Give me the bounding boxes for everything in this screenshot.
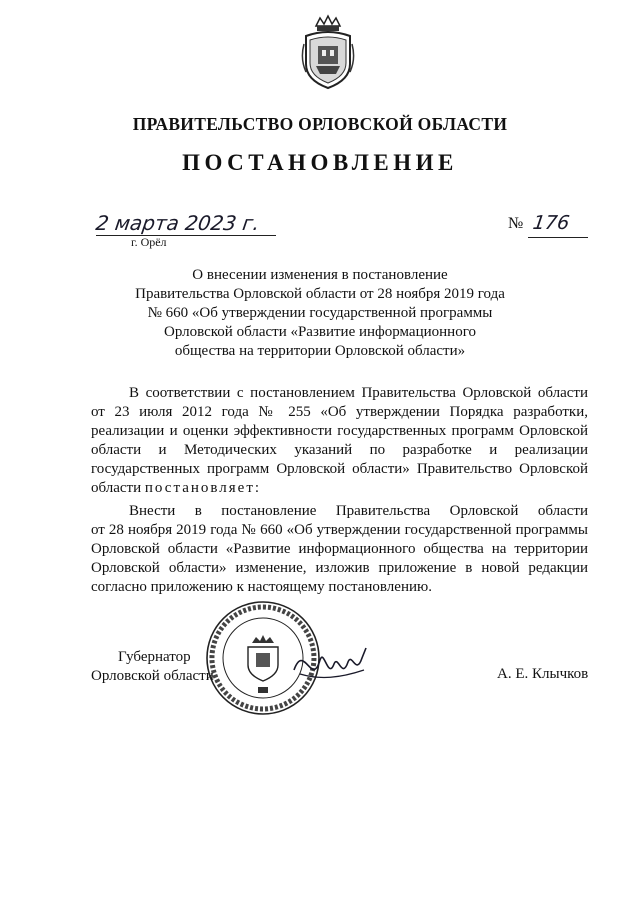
subject-line: Орловской области «Развитие информационного [164, 324, 476, 340]
resolves-word: постановляет: [144, 480, 262, 496]
paragraph-line: Внести в постановление Правительства Орловской области [129, 503, 588, 519]
subject-line: общества на территории Орловской области» [174, 343, 466, 359]
number-underline [528, 237, 588, 238]
preamble-paragraph [91, 384, 588, 498]
paragraph-line: согласно приложению к настоящему постановлению. [91, 579, 432, 595]
paragraph-line: Орловской области «Развитие информационного общества на территории [91, 541, 588, 557]
subject-line: № 660 «Об утверждении государственной программы [147, 305, 493, 321]
document-subject [0, 266, 640, 361]
paragraph-line: от 28 ноября 2019 года № 660 «Об утверждении государственной программы [91, 522, 588, 538]
subject-line: Правительства Орловской области от 28 ноября 2019 года [135, 286, 505, 302]
paragraph-line: реализации и оценки эффективности государственных программ Орловской [91, 423, 588, 439]
paragraph-text: области [91, 480, 145, 496]
governor-signature [290, 640, 370, 690]
signatory-region: Орловской области [91, 668, 214, 684]
paragraph-line: государственных программ Орловской области» Правительство Орловской [91, 461, 588, 477]
signatory-name: А. Е. Клычков [497, 666, 589, 682]
signatory-title: Губернатор [118, 649, 191, 665]
resolution-paragraph [91, 502, 588, 597]
document-type: ПОСТАНОВЛЕНИЕ [182, 150, 458, 175]
paragraph-line [91, 479, 588, 498]
date-underline [96, 235, 276, 236]
subject-line: О внесении изменения в постановление [192, 267, 448, 283]
date-handwritten: 2 марта 2023 г. [94, 211, 262, 235]
coat-of-arms-emblem [300, 14, 356, 90]
paragraph-line: В соответствии с постановлением Правительства Орловской области [129, 385, 588, 401]
paragraph-line: области и Методических указаний по разработке и реализации [91, 442, 588, 458]
document-number-handwritten: 176 [531, 212, 571, 234]
organization-title: ПРАВИТЕЛЬСТВО ОРЛОВСКОЙ ОБЛАСТИ [132, 114, 508, 134]
number-sign: № [508, 215, 524, 232]
city-label: г. Орёл [131, 235, 167, 249]
paragraph-line: от 23 июля 2012 года № 255 «Об утверждении Порядка разработки, [91, 404, 588, 420]
paragraph-line: Орловской области» изменение, изложив приложение в новой редакции [91, 560, 588, 576]
